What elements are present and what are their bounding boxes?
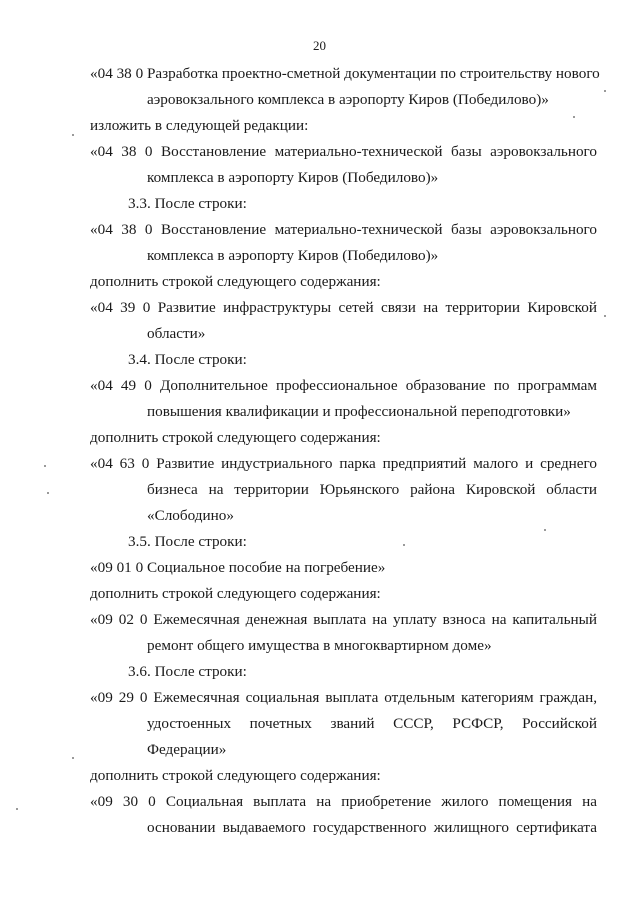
text-line: удостоенных почетных званий СССР, РСФСР, Российской (147, 715, 597, 732)
text-line: изложить в следующей редакции: (90, 117, 309, 134)
text-line: «09 29 0 Ежемесячная социальная выплата отдельным категориям граждан, (90, 689, 597, 706)
scan-speck (604, 90, 606, 92)
text-line: «09 02 0 Ежемесячная денежная выплата на уплату взноса на капитальный (90, 611, 597, 628)
text-line: аэровокзального комплекса в аэропорту Киров (Победилово)» (147, 91, 549, 108)
text-line: «Слободино» (147, 507, 234, 524)
text-line: повышения квалификации и профессиональной переподготовки» (147, 403, 571, 420)
section-heading: 3.6. После строки: (128, 663, 247, 680)
scan-speck (573, 116, 575, 118)
document-body (90, 61, 600, 841)
section-heading: 3.5. После строки: (128, 533, 247, 550)
text-line: «04 38 0 Восстановление материально-технической базы аэровокзального (90, 143, 597, 160)
text-line: «04 39 0 Развитие инфраструктуры сетей связи на территории Кировской (90, 299, 597, 316)
text-line: комплекса в аэропорту Киров (Победилово)» (147, 169, 439, 186)
scan-speck (47, 492, 49, 494)
text-line: «04 38 0 Восстановление материально-технической базы аэровокзального (90, 221, 597, 238)
text-line: «04 38 0 Разработка проектно-сметной документации по строительству нового (90, 65, 600, 82)
section-heading: 3.4. После строки: (128, 351, 247, 368)
scan-speck (403, 544, 405, 546)
section-heading: 3.3. После строки: (128, 195, 247, 212)
scan-speck (72, 134, 74, 136)
text-line: «09 30 0 Социальная выплата на приобретение жилого помещения на (90, 793, 597, 810)
text-line: комплекса в аэропорту Киров (Победилово)» (147, 247, 439, 264)
text-line: дополнить строкой следующего содержания: (90, 585, 381, 602)
text-line: «09 01 0 Социальное пособие на погребение» (90, 559, 386, 576)
text-line: дополнить строкой следующего содержания: (90, 429, 381, 446)
scan-speck (544, 529, 546, 531)
page-number: 20 (313, 38, 326, 53)
text-line: дополнить строкой следующего содержания: (90, 273, 381, 290)
scan-speck (44, 465, 46, 467)
scan-speck (72, 757, 74, 759)
scan-speck (16, 808, 18, 810)
text-line: области» (147, 325, 206, 342)
text-line: ремонт общего имущества в многоквартирном доме» (147, 637, 492, 654)
text-line: «04 63 0 Развитие индустриального парка предприятий малого и среднего (90, 455, 597, 472)
text-line: дополнить строкой следующего содержания: (90, 767, 381, 784)
text-line: Федерации» (147, 741, 227, 758)
scan-speck (604, 315, 606, 317)
text-line: основании выдаваемого государственного жилищного сертификата (147, 819, 597, 836)
text-line: «04 49 0 Дополнительное профессиональное образование по программам (90, 377, 597, 394)
text-line: бизнеса на территории Юрьянского района Кировской области (147, 481, 597, 498)
